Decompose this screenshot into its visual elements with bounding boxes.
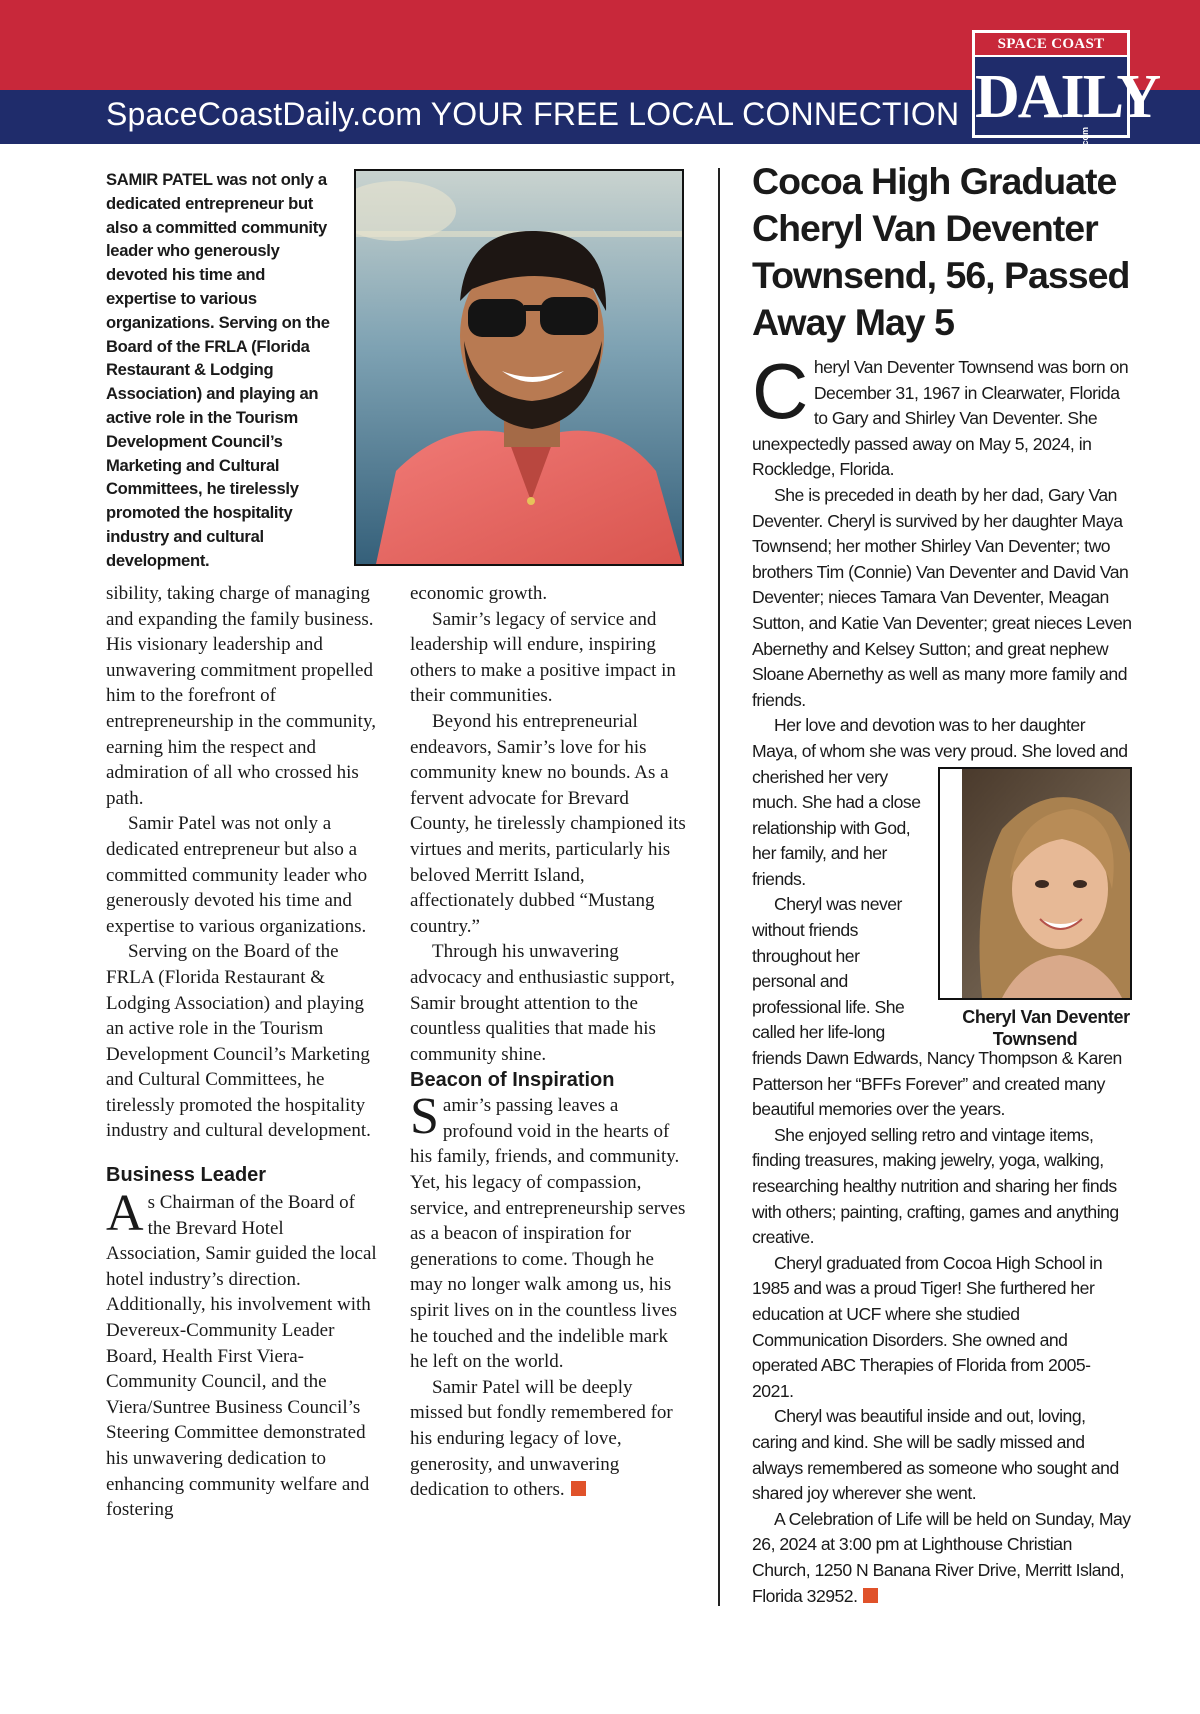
dropcap-s: S	[410, 1088, 439, 1146]
logo-top-text: SPACE COAST	[975, 33, 1127, 55]
cheryl-para-8	[752, 1507, 1132, 1609]
cheryl-photo-caption	[938, 1006, 1132, 1050]
cheryl-portrait-image	[962, 769, 1132, 998]
caption-line-1: Cheryl Van Deventer	[962, 1006, 1130, 1027]
samir-col1-para-2: Samir Patel was not only a dedicated entrepreneur but also a committed community leader who generously devoted his time and expertise to various organizations.	[106, 813, 368, 937]
end-of-story-mark	[571, 1481, 586, 1496]
cheryl-photo	[938, 767, 1132, 1000]
cheryl-story-body	[752, 347, 1132, 1609]
samir-column-2	[410, 581, 686, 1503]
business-leader-para	[106, 1185, 381, 1523]
cheryl-para-1	[752, 347, 1132, 483]
subhead-business-leader: Business Leader	[106, 1164, 267, 1187]
caption-line-2: Townsend	[992, 1028, 1078, 1049]
cheryl-para-5: She enjoyed selling retro and vintage items, finding treasures, making jewelry, yoga, walking, researching healthy nutrition and sharing her finds with others; painting, crafting, games and anything creative.	[752, 1124, 1119, 1248]
samir-col2-para-1: economic growth.	[410, 583, 548, 604]
samir-intro-pullquote: SAMIR PATEL was not only a dedicated entrepreneur but also a committed community leader who generously devoted his time and expertise to various organizations. Serving on the Board of the FRLA (Florida Restaurant & Lodging Association) and playing an active role in the Tourism Development Council’s Marketing and Cultural Committees, he tirelessly promoted the hospitality industry and cultural development.	[106, 170, 330, 570]
samir-column-1	[106, 581, 381, 1523]
samir-col1-para-1: sibility, taking charge of managing and expanding the family business. His visionary leadership and unwavering commitment propelled him to the forefront of entrepreneurship in the community, earning him the respect and admiration of all who crossed his path.	[106, 583, 376, 809]
cheryl-headline: Cocoa High Graduate Cheryl Van Deventer Townsend, 56, Passed Away May 5	[752, 160, 1130, 343]
samir-col2-para-3: Beyond his entrepreneurial endeavors, Samir’s love for his community knew no bounds. As a fervent advocate for Brevard County, he tirelessly championed its virtues and merits, particularly his beloved Merritt Island, affectionately dubbed “Mustang country.”	[410, 710, 686, 937]
cheryl-para-4: Cheryl was never without friends throughout her personal and professional life. She called her life-long friends Dawn Edwards, Nancy Thompson & Karen Patterson her “BFFs Forever” and created many beautiful memories over the years.	[752, 894, 1122, 1120]
beacon-text: amir’s passing leaves a profound void in the hearts of his family, friends, and community. Yet, his legacy of compassion, service, and entrepreneurship serves as a beacon of inspiration for generations to come. Though he may no longer walk among us, his spirit lives on in the countless lives he touched and the indelible mark he left on the world.	[410, 1095, 686, 1373]
beacon-para	[410, 1088, 686, 1375]
cheryl-photo-block	[938, 767, 1132, 1049]
end-of-story-mark	[863, 1588, 878, 1603]
cheryl-para-7: Cheryl was beautiful inside and out, loving, caring and kind. She will be sadly missed and always remembered as someone who sought and shared joy wherever she went.	[752, 1406, 1119, 1504]
logo-main-word: DAILY	[975, 63, 1160, 131]
cheryl-para-1-text: heryl Van Deventer Townsend was born on December 31, 1967 in Clearwater, Florida to Gary and Shirley Van Deventer. She unexpectedly passed away on May 5, 2024, in Rockledge, Florida.	[752, 357, 1129, 480]
cheryl-para-3-lead: Her love and devotion was to her daughter Maya, of whom she was very proud. She loved	[752, 715, 1100, 761]
cheryl-para-3-rest: and cherished her very much. She had a close relationship with God, her family, and her friends.	[752, 740, 1128, 889]
dropcap-a: A	[106, 1185, 144, 1243]
dropcap-c: C	[752, 347, 808, 435]
subhead-beacon-of-inspiration: Beacon of Inspiration	[410, 1069, 615, 1092]
cheryl-para-8-text: A Celebration of Life will be held on Sunday, May 26, 2024 at 3:00 pm at Lighthouse Christian Church, 1250 N Banana River Drive, Merritt Island, Florida 32952.	[752, 1508, 1131, 1606]
logo-dotcom: .com	[1080, 127, 1090, 149]
logo-main-text	[975, 57, 1160, 149]
samir-col2-para-4: Through his unwavering advocacy and enthusiastic support, Samir brought attention to the countless qualities that made his community shine.	[410, 941, 675, 1065]
samir-col1-para-3: Serving on the Board of the FRLA (Florida Restaurant & Lodging Association) and playing an active role in the Tourism Development Council’s Marketing and Cultural Committees, he tirelessly promoted the hospitality industry and cultural development.	[106, 941, 371, 1142]
samir-photo	[354, 169, 684, 566]
samir-closing-text: Samir Patel will be deeply missed but fondly remembered for his enduring legacy of love, generosity, and unwavering dedication to others.	[410, 1376, 673, 1501]
business-leader-text: s Chairman of the Board of the Brevard Hotel Association, Samir guided the local hotel industry’s direction. Additionally, his involvement with Devereux-Community Leader Board, Health First Viera-Community Council, and the Viera/Suntree Business Council’s Steering Committee demonstrated his unwavering dedication to enhancing community welfare and fostering	[106, 1192, 377, 1521]
space-coast-daily-logo[interactable]	[972, 30, 1160, 149]
cheryl-para-2: She is preceded in death by her dad, Gary Van Deventer. Cheryl is survived by her daughter Maya Townsend; her mother Shirley Van Deventer; two brothers Tim (Connie) Van Deventer and David Van Deventer; nieces Tamara Van Deventer, Meagan Sutton, and Katie Van Deventer; great nieces Leven Abernethy and Kelsey Sutton; and great nephew Sloane Abernethy as well as many more family and friends.	[752, 484, 1132, 710]
masthead-tagline: SpaceCoastDaily.com YOUR FREE LOCAL CONNECTION	[106, 96, 960, 132]
cheryl-para-6: Cheryl graduated from Cocoa High School in 1985 and was a proud Tiger! She furthered her education at UCF where she studied Communication Disorders. She owned and operated ABC Therapies of Florida from 2005-2021.	[752, 1252, 1103, 1401]
column-divider	[718, 168, 720, 1606]
samir-portrait-image	[356, 171, 682, 564]
samir-closing-para	[410, 1375, 686, 1503]
samir-col2-para-2: Samir’s legacy of service and leadership will endure, inspiring others to make a positive impact in their communities.	[410, 608, 676, 707]
